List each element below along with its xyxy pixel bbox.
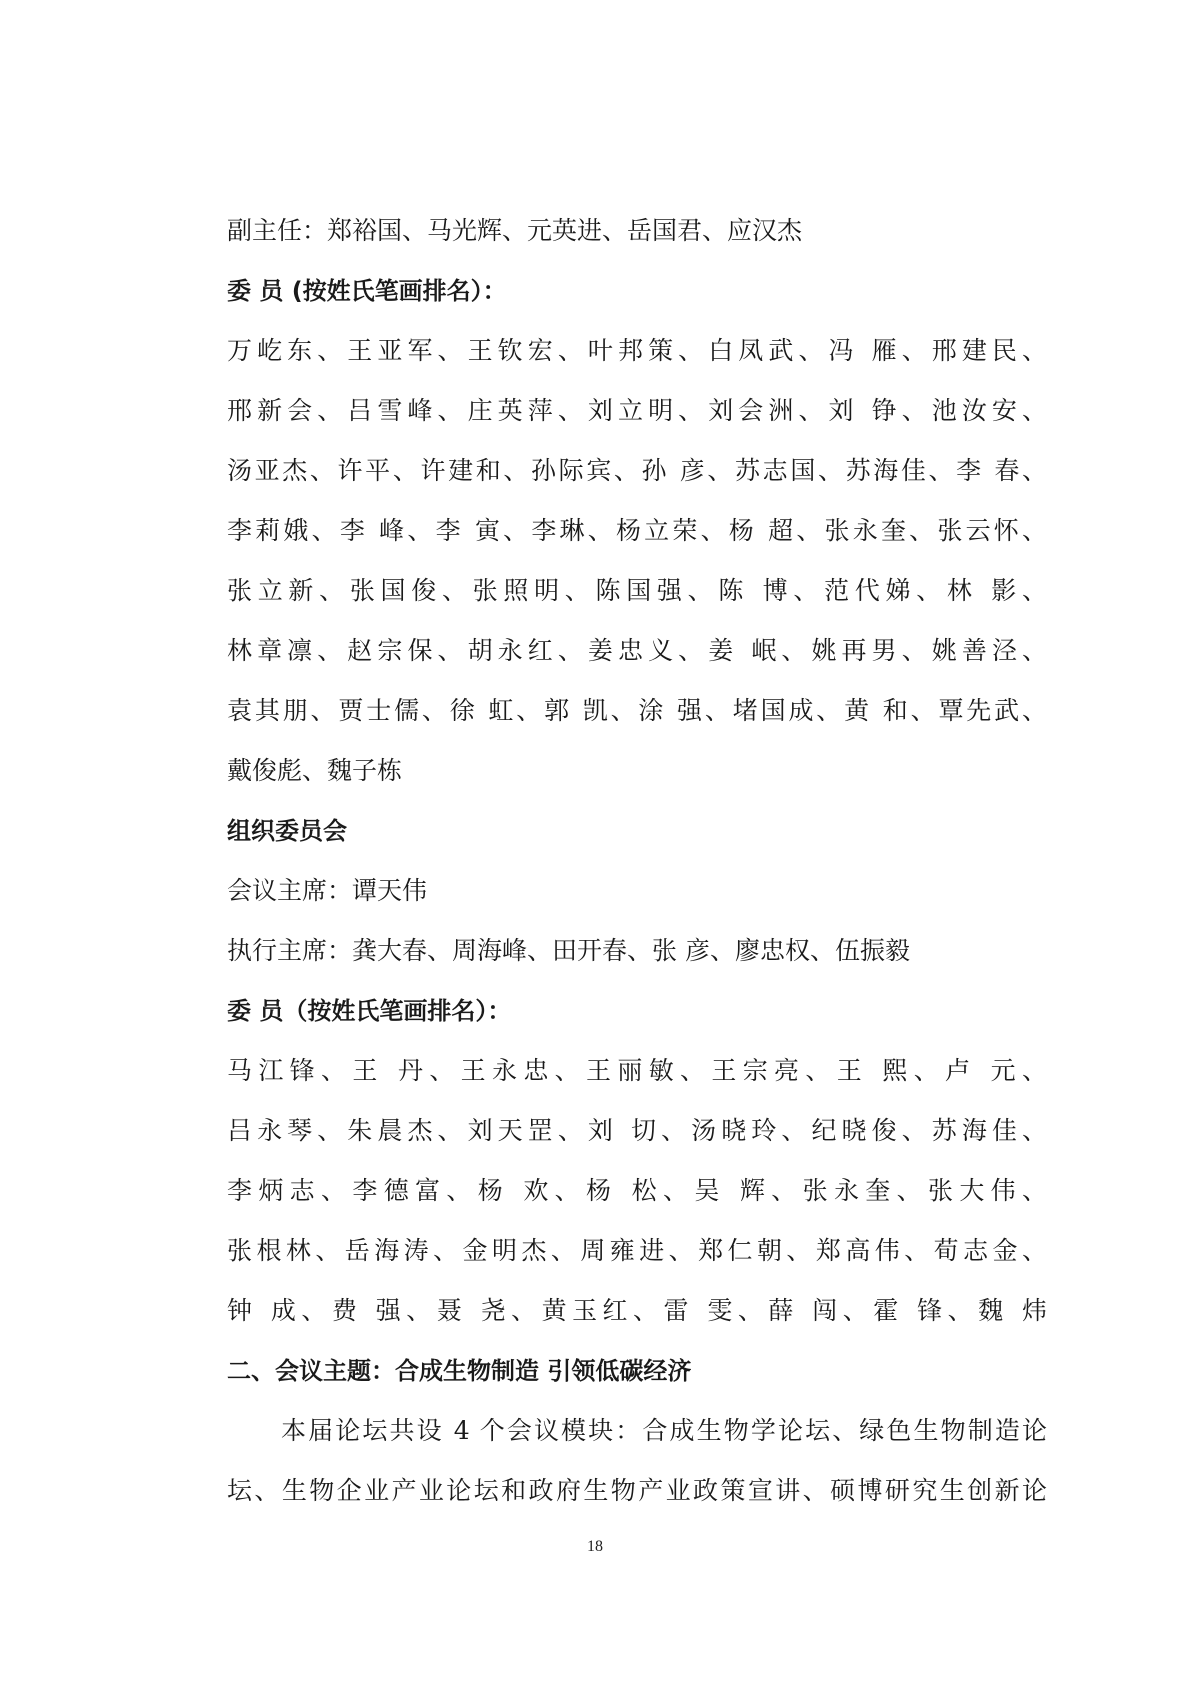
conference-chair-line: 会议主席：谭天伟 — [227, 876, 428, 905]
organizing-members-line-1: 马江锋、王 丹、王永忠、王丽敏、王宗亮、王 熙、卢 元、 — [227, 1056, 1047, 1085]
committee-members-line-2: 邢新会、吕雪峰、庄英萍、刘立明、刘会洲、刘 铮、池汝安、 — [227, 396, 1047, 425]
committee-members-heading: 委 员 (按姓氏笔画排名）： — [227, 277, 507, 305]
committee-members-line-4: 李莉娥、李 峰、李 寅、李琳、杨立荣、杨 超、张永奎、张云怀、 — [227, 516, 1047, 545]
organizing-members-line-3: 李炳志、李德富、杨 欢、杨 松、吴 辉、张永奎、张大伟、 — [227, 1176, 1047, 1205]
committee-members-line-7: 袁其朋、贾士儒、徐 虹、郭 凯、涂 强、堵国成、黄 和、覃先武、 — [227, 696, 1047, 725]
committee-members-line-5: 张立新、张国俊、张照明、陈国强、陈 博、范代娣、林 影、 — [227, 576, 1047, 605]
committee-members-line-6: 林章凛、赵宗保、胡永红、姜忠义、姜 岷、姚再男、姚善泾、 — [227, 636, 1047, 665]
executive-chairs-line: 执行主席：龚大春、周海峰、田开春、张 彦、廖忠权、伍振毅 — [227, 936, 910, 965]
organizing-committee-heading: 组织委员会 — [227, 817, 347, 845]
organizing-members-line-4: 张根林、岳海涛、金明杰、周雍进、郑仁朝、郑高伟、荀志金、 — [227, 1236, 1047, 1265]
modules-paragraph-line-1: 本届论坛共设 4 个会议模块：合成生物学论坛、绿色生物制造论 — [281, 1416, 1047, 1445]
committee-members-line-1: 万屹东、王亚军、王钦宏、叶邦策、白凤武、冯 雁、邢建民、 — [227, 336, 1047, 365]
organizing-members-line-2: 吕永琴、朱晨杰、刘天罡、刘 切、汤晓玲、纪晓俊、苏海佳、 — [227, 1116, 1047, 1145]
committee-members-line-3: 汤亚杰、许平、许建和、孙际宾、孙 彦、苏志国、苏海佳、李 春、 — [227, 456, 1047, 485]
vice-director-line: 副主任：郑裕国、马光辉、元英进、岳国君、应汉杰 — [227, 216, 803, 245]
organizing-members-line-5: 钟 成、费 强、聂 尧、黄玉红、雷 雯、薛 闯、霍 锋、魏 炜 — [227, 1296, 1047, 1325]
conference-theme-heading: 二、会议主题：合成生物制造 引领低碳经济 — [227, 1357, 692, 1385]
organizing-members-heading: 委 员（按姓氏笔画排名）： — [227, 997, 512, 1025]
modules-paragraph-line-2: 坛、生物企业产业论坛和政府生物产业政策宣讲、硕博研究生创新论 — [227, 1476, 1047, 1505]
committee-members-line-8: 戴俊彪、魏子栋 — [227, 756, 403, 785]
page-number: 18 — [587, 1538, 603, 1555]
